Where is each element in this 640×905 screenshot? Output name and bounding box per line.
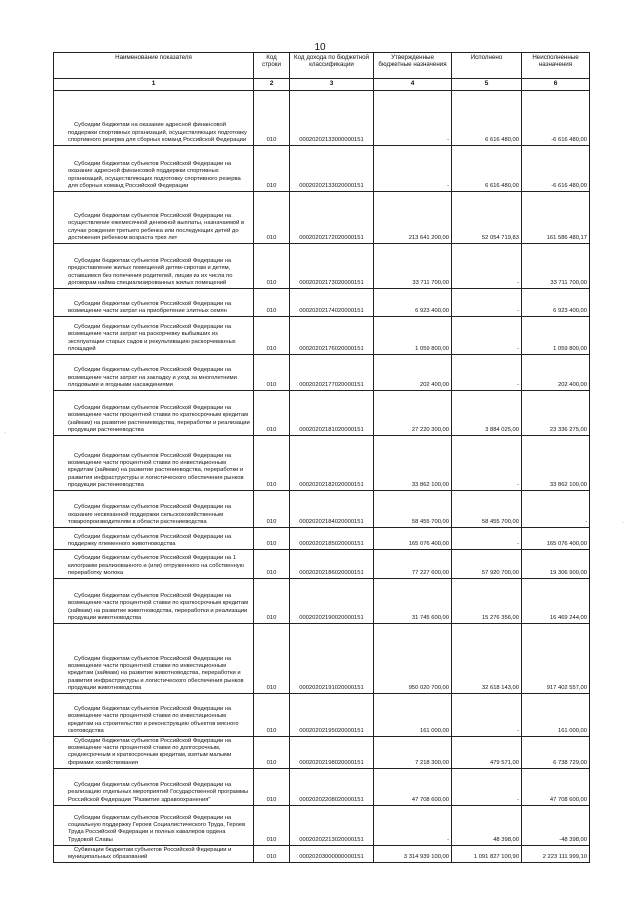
row-unexecuted: -48 398,00: [522, 805, 590, 845]
header-name: Наименование показателя: [54, 53, 254, 79]
row-income-code: 00020202174020000151: [290, 289, 374, 317]
row-executed: 3 884 025,00: [452, 391, 522, 436]
table-row: [54, 146, 590, 192]
row-income-code: 00020202133000000151: [290, 91, 374, 146]
row-name: Субсидии бюджетам субъектов Российской Федерации на 1 килограмм реализованного и (или) отгруженного на собственную переработку молока: [54, 550, 254, 579]
row-executed: -: [452, 317, 522, 355]
row-code: 010: [254, 244, 290, 289]
row-unexecuted: -6 616 480,00: [522, 146, 590, 192]
row-code: 010: [254, 436, 290, 491]
row-name: Субсидии бюджетам субъектов Российской Федерации на оказание несвязанной поддержки сельскохозяйственным товаропроизводителям в области растениеводства: [54, 491, 254, 528]
row-income-code: 00020202181020000151: [290, 391, 374, 436]
row-name: Субсидии бюджетам на оказание адресной финансовой поддержки спортивных организаций, осуществляющих подготовку спортивного резерва для сборных команд Российской Федерации: [54, 91, 254, 146]
row-approved: 161 000,00: [374, 694, 452, 737]
column-number: 3: [290, 79, 374, 91]
row-approved: 3 314 939 100,00: [374, 845, 452, 862]
row-executed: 15 276 356,00: [452, 579, 522, 624]
row-code: 010: [254, 391, 290, 436]
row-executed: 6 616 480,00: [452, 146, 522, 192]
row-code: 010: [254, 146, 290, 192]
row-approved: 47 708 600,00: [374, 768, 452, 805]
row-approved: 77 227 600,00: [374, 550, 452, 579]
row-unexecuted: 19 306 900,00: [522, 550, 590, 579]
row-unexecuted: 23 336 275,00: [522, 391, 590, 436]
row-code: 010: [254, 694, 290, 737]
table-row: [54, 192, 590, 244]
table-row: [54, 91, 590, 146]
row-code: 010: [254, 289, 290, 317]
row-name: Субсидии бюджетам субъектов Российской Федерации на реализацию отдельных мероприятий Государственной программы Российской Федерации "Развитие здравоохранения": [54, 768, 254, 805]
scan-mark: ·: [622, 520, 624, 526]
header-executed: Исполнено: [452, 53, 522, 79]
row-unexecuted: 33 862 100,00: [522, 436, 590, 491]
row-code: 010: [254, 737, 290, 769]
table-row: [54, 694, 590, 737]
row-approved: 1 059 800,00: [374, 317, 452, 355]
row-income-code: 00020202190020000151: [290, 579, 374, 624]
column-number: 2: [254, 79, 290, 91]
row-code: 010: [254, 768, 290, 805]
row-unexecuted: 1 059 800,00: [522, 317, 590, 355]
column-number: 4: [374, 79, 452, 91]
row-executed: -: [452, 289, 522, 317]
table-row: [54, 244, 590, 289]
row-code: 010: [254, 805, 290, 845]
row-income-code: 00020202173020000151: [290, 244, 374, 289]
table-row: [54, 624, 590, 694]
row-code: 010: [254, 192, 290, 244]
row-executed: 1 091 827 100,90: [452, 845, 522, 862]
column-number: 1: [54, 79, 254, 91]
row-income-code: 00020202185020000151: [290, 528, 374, 550]
row-income-code: 00020202182020000151: [290, 436, 374, 491]
row-approved: 165 076 400,00: [374, 528, 452, 550]
row-executed: 479 571,00: [452, 737, 522, 769]
table-row: [54, 317, 590, 355]
row-income-code: 00020202191020000151: [290, 624, 374, 694]
row-executed: 58 455 700,00: [452, 491, 522, 528]
row-name: Субсидии бюджетам субъектов Российской Федерации на возмещение части процентной ставки по инвестиционным кредитам (займам) на развитие животноводства, переработки и развития инфраструктуры и логистического обеспечения рынков продукции животноводства: [54, 624, 254, 694]
row-income-code: 00020202186020000151: [290, 550, 374, 579]
row-approved: 213 641 200,00: [374, 192, 452, 244]
row-code: 010: [254, 491, 290, 528]
row-name: Субсидии бюджетам субъектов Российской Федерации на оказание адресной финансовой поддержки спортивных организаций, осуществляющих подготовку спортивного резерва для сборных команд Российской Федерации: [54, 146, 254, 192]
row-code: 010: [254, 845, 290, 862]
page-number: 10: [314, 42, 326, 53]
header-row-code: Код строки: [254, 53, 290, 79]
row-name: Субсидии бюджетам субъектов Российской Федерации на возмещение части процентной ставки по инвестиционным кредитам (займам) на развитие растениеводства, переработки и развития инфраструктуры и логистического обеспечения рынков продукции растениеводства: [54, 436, 254, 491]
row-approved: -: [374, 91, 452, 146]
row-unexecuted: 47 708 600,00: [522, 768, 590, 805]
row-approved: 6 923 400,00: [374, 289, 452, 317]
row-income-code: 00020202184020000151: [290, 491, 374, 528]
row-name: Субсидии бюджетам субъектов Российской Федерации на поддержку племенного животноводства: [54, 528, 254, 550]
table-row: [54, 528, 590, 550]
header-approved: Утвержденные бюджетные назначения: [374, 53, 452, 79]
row-executed: 52 054 719,83: [452, 192, 522, 244]
row-executed: -: [452, 244, 522, 289]
row-name: Субсидии бюджетам субъектов Российской Федерации на возмещение части процентной ставки по долгосрочным, среднесрочным и краткосрочным кредитам, взятым малыми формами хозяйствования: [54, 737, 254, 769]
row-approved: 950 020 700,00: [374, 624, 452, 694]
row-unexecuted: 16 469 244,00: [522, 579, 590, 624]
row-unexecuted: -: [522, 491, 590, 528]
row-executed: 32 618 143,00: [452, 624, 522, 694]
row-name: Субсидии бюджетам субъектов Российской Федерации на осуществление ежемесячной денежной выплаты, назначаемой в случае рождения третьего ребенка или последующих детей до достижения ребенком возраста трех лет: [54, 192, 254, 244]
row-approved: 33 862 100,00: [374, 436, 452, 491]
row-income-code: 00020202177020000151: [290, 355, 374, 391]
table-row: [54, 391, 590, 436]
row-executed: -: [452, 528, 522, 550]
row-income-code: 00020202198020000151: [290, 737, 374, 769]
row-income-code: 00020202172020000151: [290, 192, 374, 244]
row-name: Субсидии бюджетам субъектов Российской Федерации на возмещение части процентной ставки по инвестиционным кредитам на строительство и реконструкцию объектов мясного скотоводства: [54, 694, 254, 737]
row-income-code: 00020203000000000151: [290, 845, 374, 862]
row-name: Субсидии бюджетам субъектов Российской Федерации на предоставление жилых помещений детям-сиротам и детям, оставшимся без попечения родителей, лицам из их числа по договорам найма специализированных жилых помещений: [54, 244, 254, 289]
row-approved: 58 455 700,00: [374, 491, 452, 528]
row-unexecuted: -6 616 480,00: [522, 91, 590, 146]
column-number: 5: [452, 79, 522, 91]
table-row: [54, 737, 590, 769]
row-code: 010: [254, 579, 290, 624]
row-approved: -: [374, 805, 452, 845]
column-number: 6: [522, 79, 590, 91]
row-approved: 202 400,00: [374, 355, 452, 391]
row-unexecuted: 161 586 480,17: [522, 192, 590, 244]
table-row: [54, 768, 590, 805]
row-name: Субсидии бюджетам субъектов Российской Федерации на социальную поддержку Героев Социалистического Труда, Героев Труда Российской Федерации и полных кавалеров ордена Трудовой Славы: [54, 805, 254, 845]
row-code: 010: [254, 528, 290, 550]
scan-mark: ·: [4, 430, 6, 436]
row-unexecuted: 165 076 400,00: [522, 528, 590, 550]
header-unexecuted: Неисполненные назначения: [522, 53, 590, 79]
row-executed: -: [452, 694, 522, 737]
row-name: Субсидии бюджетам субъектов Российской Федерации на возмещение части процентной ставки по краткосрочным кредитам (займам) на развитие растениеводства, переработки и реализации продукции растениеводства: [54, 391, 254, 436]
row-code: 010: [254, 550, 290, 579]
row-approved: 7 218 300,00: [374, 737, 452, 769]
row-unexecuted: 6 738 729,00: [522, 737, 590, 769]
row-unexecuted: 161 000,00: [522, 694, 590, 737]
table-row: [54, 805, 590, 845]
row-code: 010: [254, 355, 290, 391]
row-name: Субсидии бюджетам субъектов Российской Федерации на возмещение части затрат на приобретение элитных семян: [54, 289, 254, 317]
row-unexecuted: 2 223 111 999,10: [522, 845, 590, 862]
row-name: Субсидии бюджетам субъектов Российской Федерации на возмещение части затрат на раскорчевку выбывших из эксплуатации старых садов и рекультивацию раскорчеванных площадей: [54, 317, 254, 355]
table-row: [54, 436, 590, 491]
row-name: Субсидии бюджетам субъектов Российской Федерации на возмещение части затрат на закладку и уход за многолетними плодовыми и ягодными насаждениями: [54, 355, 254, 391]
report-table: [53, 52, 590, 863]
row-unexecuted: 917 402 557,00: [522, 624, 590, 694]
report-body: [54, 91, 590, 863]
row-income-code: 00020202176020000151: [290, 317, 374, 355]
header-row: [54, 53, 590, 79]
row-approved: 33 711 700,00: [374, 244, 452, 289]
table-row: [54, 845, 590, 862]
row-unexecuted: 6 923 400,00: [522, 289, 590, 317]
table-row: [54, 355, 590, 391]
row-code: 010: [254, 317, 290, 355]
row-code: 010: [254, 624, 290, 694]
row-approved: 31 745 600,00: [374, 579, 452, 624]
table-row: [54, 289, 590, 317]
table-row: [54, 550, 590, 579]
row-executed: 57 920 700,00: [452, 550, 522, 579]
row-executed: -: [452, 436, 522, 491]
table-row: [54, 491, 590, 528]
row-name: Субвенции бюджетам субъектов Российской Федерации и муниципальных образований: [54, 845, 254, 862]
row-name: Субсидии бюджетам субъектов Российской Федерации на возмещение части процентной ставки по краткосрочным кредитам (займам) на развитие животноводства, переработки и реализации продукции животноводства: [54, 579, 254, 624]
row-code: 010: [254, 91, 290, 146]
row-unexecuted: 202 400,00: [522, 355, 590, 391]
row-unexecuted: 33 711 700,00: [522, 244, 590, 289]
table-row: [54, 579, 590, 624]
row-executed: -: [452, 768, 522, 805]
row-income-code: 00020202208020000151: [290, 768, 374, 805]
row-income-code: 00020202213020000151: [290, 805, 374, 845]
row-executed: 48 398,00: [452, 805, 522, 845]
column-number-row: [54, 79, 590, 91]
header-income-code: Код дохода по бюджетной классификации: [290, 53, 374, 79]
row-approved: 27 220 300,00: [374, 391, 452, 436]
row-executed: -: [452, 355, 522, 391]
row-income-code: 00020202133020000151: [290, 146, 374, 192]
row-approved: -: [374, 146, 452, 192]
row-income-code: 00020202195020000151: [290, 694, 374, 737]
row-executed: 6 616 480,00: [452, 91, 522, 146]
